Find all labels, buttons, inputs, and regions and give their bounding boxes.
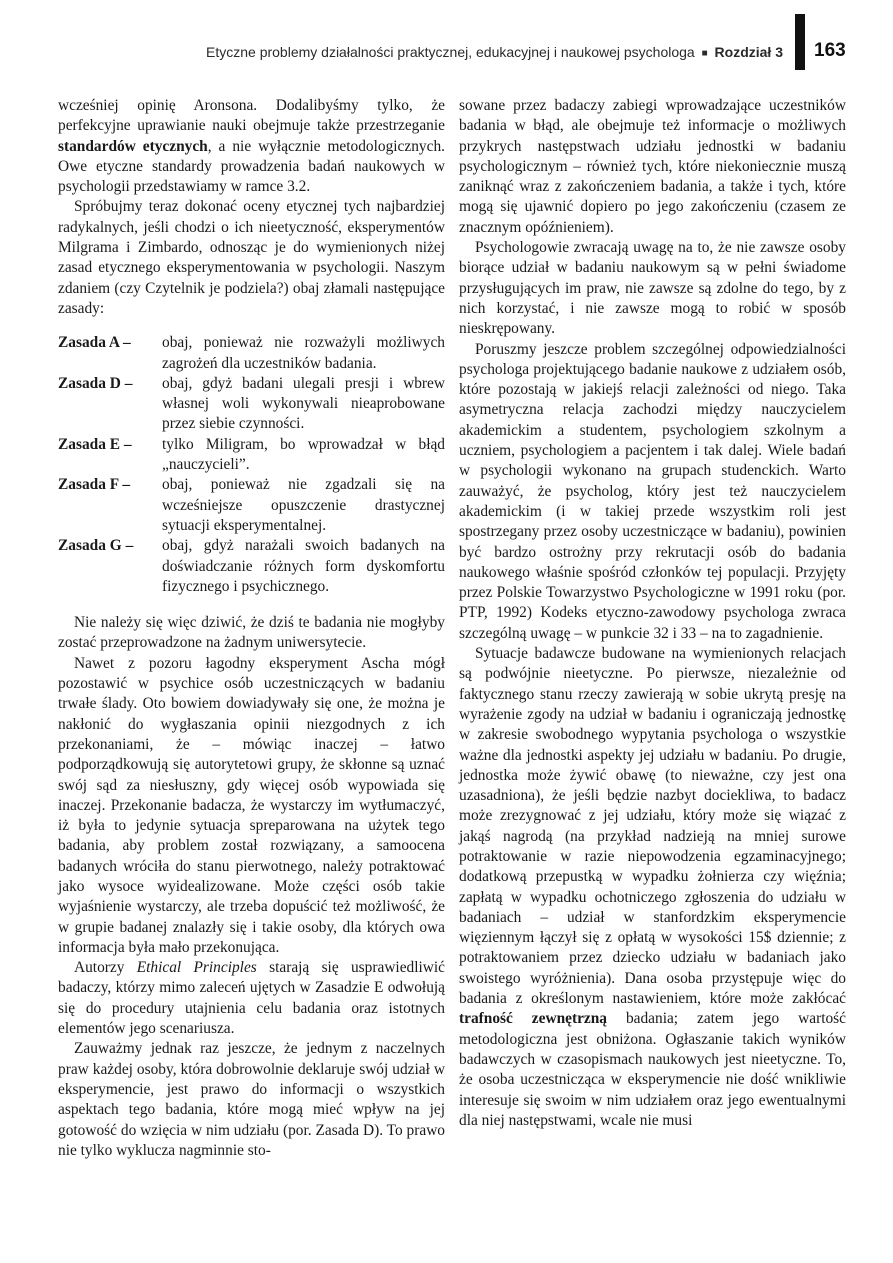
paragraph: Psychologowie zwracają uwagę na to, że nie zawsze osoby biorące udział w badaniu naukowym są w pełni świadome przysługujących im praw, nie zawsze są zdolne do tego, by z nich korzystać, i nie zawsze mogą to robić w sposób nieskrępowany.	[459, 239, 846, 338]
paragraph: wcześniej opinię Aronsona. Dodalibyśmy tylko, że perfekcyjne uprawianie nauki obejmuje także przestrzeganie standardów etycznych, a nie wyłącznie metodologicznych. Owe etyczne standardy prowadzenia badań naukowych w psychologii przedstawiamy w ramce 3.2.	[58, 97, 445, 196]
rule-text: tylko Miligram, bo wprowadzał w błąd „nauczycieli”.	[162, 435, 445, 474]
paragraph: Sytuacje badawcze budowane na wymienionych relacjach są podwójnie nieetyczne. Po pierwsze, niezależnie od faktycznego stanu rzeczy zawierają w sobie ukrytą presję na wyrażenie zgody na udział w badaniu i ograniczają jednostkę w zakresie swobodnego wypytania psychologa o wszystkie ważne dla jednostki aspekty jej udziału w badaniu. Po drugie, jednostka może żywić obawę (to nieważne, czy jest ona uzasadniona), że jeśli będzie nazbyt dociekliwa, to badacz może zrezygnować z jej udziału, który może się wiązać z jakąś nagrodą (na przykład nadzieją na mniej surowe potraktowanie w razie niepowodzenia egzaminacyjnego; dodatkową przepustką w wypadku żołnierza czy więźnia; zapłatą w wypadku ochotniczego zgłoszenia do udziału w badaniach – udział w stanfordzkim eksperymencie więziennym łączył się z opłatą w wysokości 15$ dziennie; z potraktowaniem przez dziecko udziału w badaniach jako swoistego wyróżnienia). Dana osoba przystępuje więc do badania z określonym nastawieniem, które może zakłócać trafność zewnętrzną badania; zatem jego wartość metodologiczna jest obniżona. Ogłaszanie takich wyników badawczych w czasopismach naukowych jest nieetyczne. To, że osoba uczestnicząca w eksperymencie nie dość wnikliwie interesuje się swoim w nim udziałem oraz jego ewentualnymi dla niej następstwami, wcale nie musi	[459, 645, 847, 1129]
rule-item	[58, 374, 445, 435]
paragraph: Autorzy Ethical Principles starają się usprawiedliwić badaczy, którzy mimo zaleceń ujętych w Zasadzie E odwołują się do procedury utajnienia celu badania oraz istotnych elementów jego scenariusza.	[58, 959, 446, 1038]
rule-text: obaj, gdyż narażali swoich badanych na doświadczanie różnych form dyskomfortu fizycznego i psychicznego.	[162, 537, 445, 595]
rule-label: Zasada G –	[58, 537, 134, 555]
paragraph: Poruszmy jeszcze problem szczególnej odpowiedzialności psychologa projektującego badanie naukowe z udziałem osób, które pozostają w jakiejś relacji zależności od niego. Taka asymetryczna relacja zachodzi między nauczycielem akademickim a studentem, psychologiem szkolnym a uczniem, psychologiem a pacjentem i tak dalej. Wiele badań w psychologii wykonano na grupach studenckich. Warto zauważyć, że psycholog, który jest też nauczycielem akademickim (i w takiej przede wszystkim roli jest spostrzegany przez osoby uczestniczące w badaniu), powinien być bardzo ostrożny przy rekrutacji osób do badania naukowego właśnie spośród członków tej populacji. Przyjęty przez Polskie Towarzystwo Psychologiczne w 1991 roku (por. PTP, 1992) Kodeks etyczno-zawodowy psychologa zwraca szczególną uwagę – w punkcie 32 i 33 – na to zagadnienie.	[459, 340, 846, 642]
emphasis: trafność zewnętrzną	[459, 1010, 608, 1028]
rule-label: Zasada D –	[58, 374, 133, 392]
book-title: Ethical Principles	[136, 959, 257, 977]
running-head	[206, 44, 783, 60]
rule-label: Zasada F –	[58, 476, 131, 494]
rule-text: obaj, gdyż badani ulegali presji i wbrew własnej woli wykonywali nieaprobowane przez siebie czynności.	[162, 374, 445, 433]
paragraph: Zauważmy jednak raz jeszcze, że jednym z naczelnych praw każdej osoby, która dobrowolnie deklaruje swój udział w eksperymencie, jest prawo do informacji o wszystkich aspektach tego badania, które mogą mieć wpływ na jej gotowość do wzięcia w nim udziału (por. Zasada D). To prawo nie tylko wyklucza nagminnie sto-	[58, 1040, 445, 1159]
running-header	[0, 0, 893, 80]
rule-label: Zasada E –	[58, 435, 132, 453]
running-title: Etyczne problemy działalności praktycznej, edukacyjnej i naukowej psychologa	[206, 44, 695, 60]
rules-list	[58, 333, 445, 597]
left-column	[58, 96, 445, 1161]
header-bar	[795, 14, 805, 70]
rule-item	[58, 435, 445, 476]
rule-item	[58, 475, 445, 536]
rule-text: obaj, ponieważ nie rozważyli możliwych zagrożeń dla uczestników badania.	[162, 334, 445, 372]
paragraph: Spróbujmy teraz dokonać oceny etycznej tych najbardziej radykalnych, jeśli chodzi o ich nieetyczność, eksperymentów Milgrama i Zimbardo, odnosząc je do wymienionych niżej zasad etycznego eksperymentowania w psychologii. Naszym zdaniem (czy Czytelnik je podziela?) obaj złamali następujące zasady:	[58, 198, 445, 317]
chapter-label: Rozdział 3	[714, 44, 783, 60]
rule-text: obaj, ponieważ nie zgadzali się na wcześniejsze opuszczenie drastycznej sytuacji eksperymentalnej.	[162, 476, 445, 534]
emphasis: standardów etycznych	[58, 137, 208, 155]
paragraph: Nie należy się więc dziwić, że dziś te badania nie mogłyby zostać przeprowadzone na żadnym uniwersytecie.	[58, 614, 445, 652]
square-bullet-icon: ■	[701, 48, 708, 59]
rule-item	[58, 536, 445, 597]
paragraph: Nawet z pozoru łagodny eksperyment Ascha mógł pozostawić w psychice osób uczestniczących w badaniu trwałe ślady. Oto bowiem dowiadywały się one, że można je nakłonić do wygłaszania opinii niezgodnych z ich przekonaniami, że – mówiąc inaczej – łatwo podporządkowują się autorytetowi grupy, że skłonne są uznać swój sąd za niesłuszny, gdy więcej osób wypowiada się inaczej. Przekonanie badacza, że wystarczy im wytłumaczyć, iż była to jedynie sytuacja spreparowana na użytek tego badania, aby problem został rozwiązany, a samoocena badanych wróciła do stanu pierwotnego, należy potraktować jako wysoce wyidealizowane. Może części osób takie wyjaśnienie wystarczy, ale trzeba dopuścić też możliwość, że w grupie badanej znalazły się i takie osoby, dla których owa informacja była mało przekonująca.	[58, 654, 445, 956]
page-number: 163	[814, 40, 846, 61]
right-column	[459, 96, 846, 1131]
rule-item	[58, 333, 445, 374]
paragraph: sowane przez badaczy zabiegi wprowadzające uczestników badania w błąd, ale obejmuje też informacje o możliwych przykrych następstwach udziału jednostki w badaniu psychologicznym – również tych, które niekoniecznie muszą zaniknąć wraz z zakończeniem badania, a także i tych, które mogą się ujawnić dopiero po jego zakończeniu (czasem ze znacznym opóźnieniem).	[459, 97, 846, 236]
rule-label: Zasada A –	[58, 334, 131, 352]
